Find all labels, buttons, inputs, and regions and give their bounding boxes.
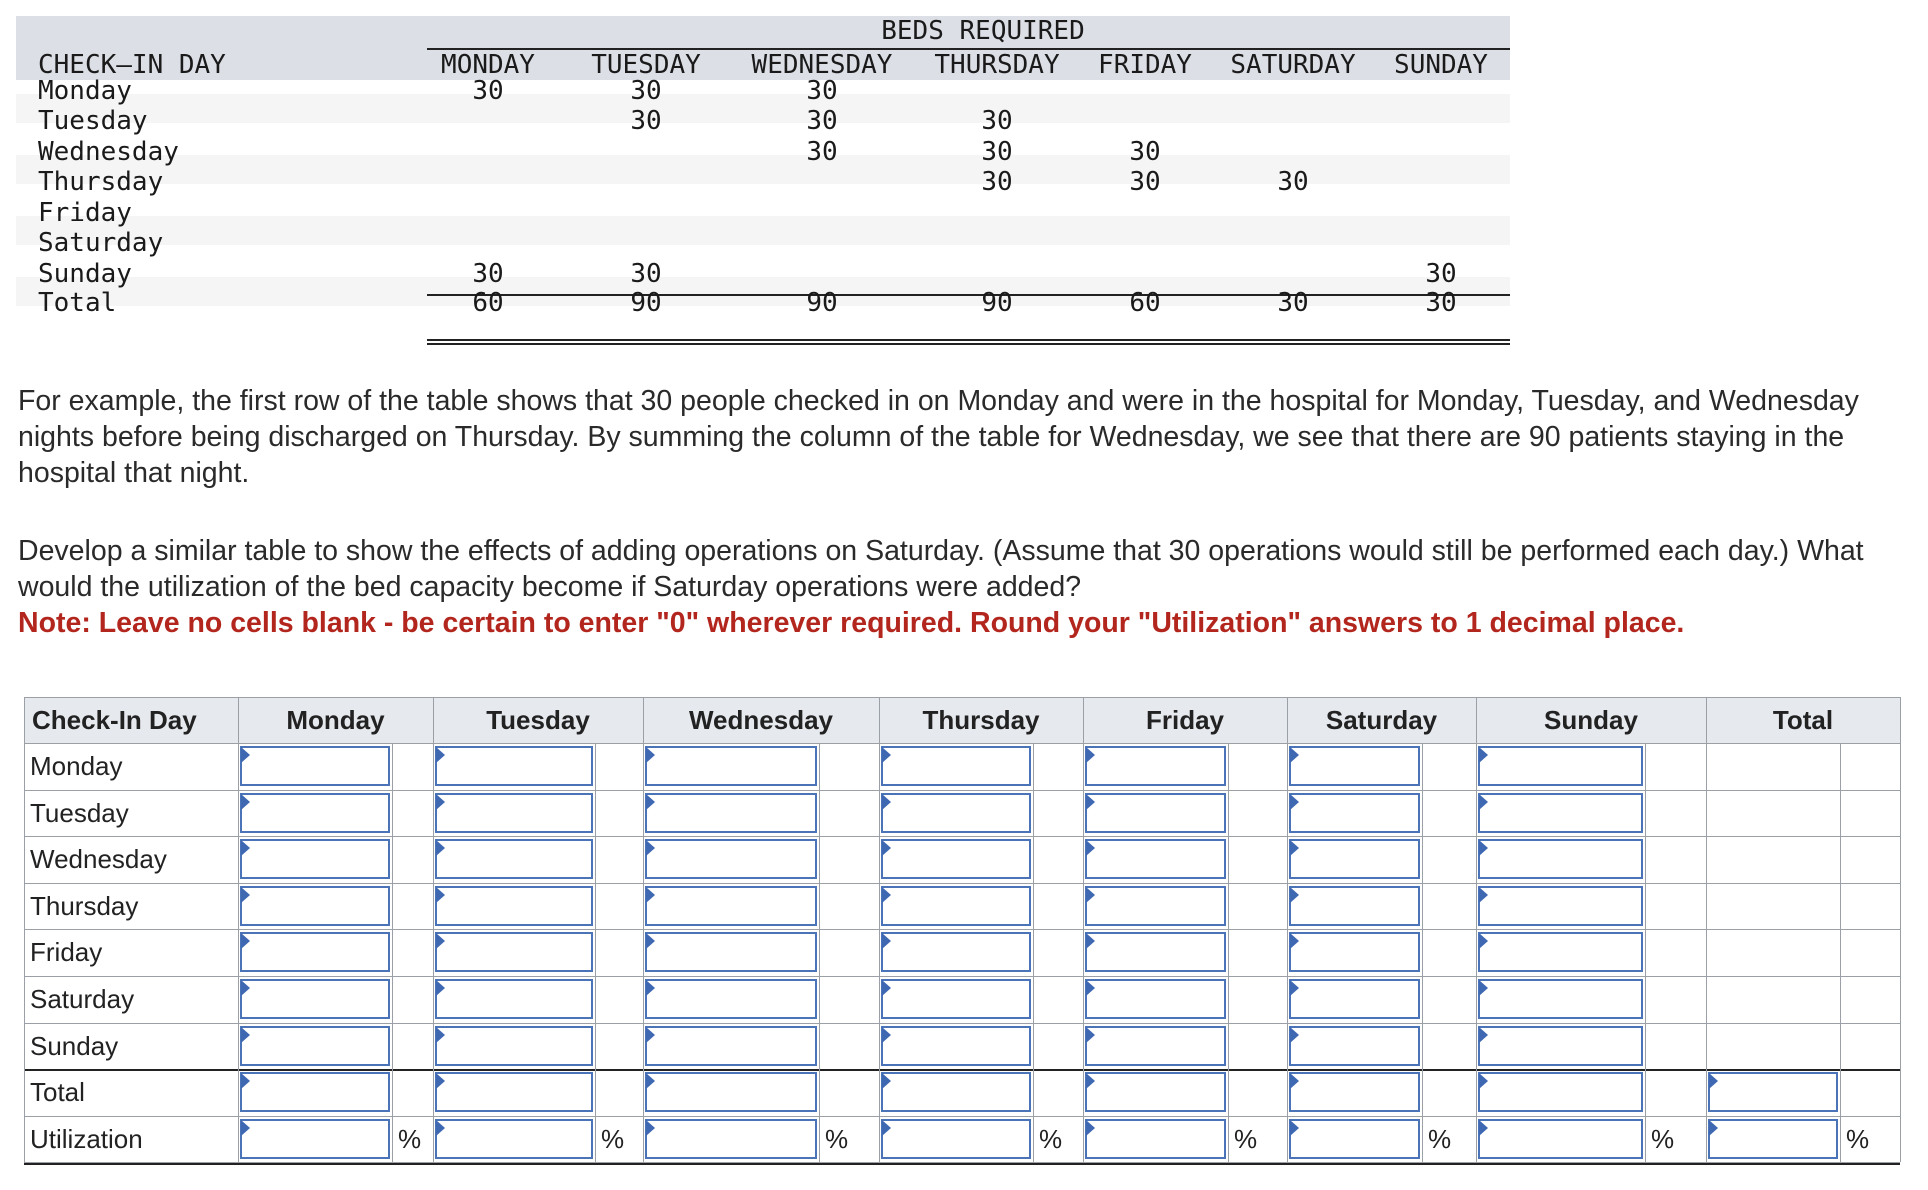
bed-count: 30 bbox=[1425, 259, 1457, 289]
percent-sign: % bbox=[1651, 1123, 1675, 1154]
grid-row-line bbox=[24, 883, 1900, 884]
column-header: Sunday bbox=[1544, 705, 1638, 735]
row-label: Monday bbox=[38, 76, 132, 106]
grid-bottom-line bbox=[24, 1163, 1900, 1165]
grid-row-line bbox=[24, 1069, 1900, 1071]
column-header: Monday bbox=[286, 705, 385, 735]
row-label: Monday bbox=[30, 751, 123, 781]
answer-input[interactable] bbox=[881, 886, 1031, 926]
percent-sign: % bbox=[601, 1123, 625, 1154]
answer-input[interactable] bbox=[1289, 793, 1420, 833]
checkin-day-header: CHECK–IN DAY bbox=[38, 50, 226, 80]
answer-input[interactable] bbox=[240, 979, 390, 1019]
answer-input[interactable] bbox=[435, 793, 593, 833]
bed-count: 30 bbox=[806, 137, 838, 167]
bed-count: 30 bbox=[1277, 167, 1309, 197]
column-header: Saturday bbox=[1325, 705, 1438, 735]
answer-input[interactable] bbox=[881, 793, 1031, 833]
answer-input[interactable] bbox=[435, 746, 593, 786]
day-header: SUNDAY bbox=[1394, 50, 1488, 80]
answer-input[interactable] bbox=[1289, 1119, 1420, 1159]
answer-input[interactable] bbox=[435, 932, 593, 972]
answer-input[interactable] bbox=[1085, 932, 1226, 972]
subcell-line bbox=[819, 743, 820, 1162]
subcell-line bbox=[1645, 743, 1646, 1162]
answer-input[interactable] bbox=[645, 1072, 817, 1112]
row-label: Saturday bbox=[30, 984, 135, 1014]
row-stripe bbox=[16, 216, 1510, 245]
total-value: 90 bbox=[806, 288, 838, 318]
grid-row-line bbox=[24, 743, 1900, 744]
bed-count: 30 bbox=[630, 106, 662, 136]
answer-input[interactable] bbox=[1085, 793, 1226, 833]
total-value: 60 bbox=[1129, 288, 1161, 318]
percent-sign: % bbox=[1039, 1123, 1063, 1154]
answer-input[interactable] bbox=[240, 932, 390, 972]
answer-input[interactable] bbox=[1708, 1119, 1838, 1159]
answer-input[interactable] bbox=[1708, 1072, 1838, 1112]
day-header: FRIDAY bbox=[1098, 50, 1192, 80]
column-header: Thursday bbox=[922, 705, 1040, 735]
day-header: SATURDAY bbox=[1230, 50, 1356, 80]
answer-input[interactable] bbox=[435, 979, 593, 1019]
answer-input[interactable] bbox=[1478, 886, 1643, 926]
answer-input[interactable] bbox=[881, 1026, 1031, 1066]
percent-sign: % bbox=[1846, 1123, 1870, 1154]
answer-input[interactable] bbox=[240, 746, 390, 786]
answer-input[interactable] bbox=[1478, 1026, 1643, 1066]
bed-count: 30 bbox=[630, 259, 662, 289]
answer-input[interactable] bbox=[881, 1072, 1031, 1112]
row-label: Sunday bbox=[30, 1030, 119, 1061]
answer-input[interactable] bbox=[240, 839, 390, 879]
total-bottom-rule bbox=[427, 339, 1510, 341]
percent-sign: % bbox=[398, 1123, 422, 1154]
grid-col-line bbox=[879, 697, 880, 1162]
bed-count: 30 bbox=[981, 137, 1013, 167]
answer-input[interactable] bbox=[435, 1119, 593, 1159]
answer-input[interactable] bbox=[645, 1119, 817, 1159]
answer-input[interactable] bbox=[435, 1072, 593, 1112]
answer-input[interactable] bbox=[1085, 746, 1226, 786]
total-value: 30 bbox=[1425, 288, 1457, 318]
grid-col-line bbox=[433, 697, 434, 1162]
grid-col-line bbox=[24, 697, 25, 1162]
answer-input[interactable] bbox=[1478, 1119, 1643, 1159]
day-header: WEDNESDAY bbox=[751, 50, 893, 80]
answer-input[interactable] bbox=[1289, 1026, 1420, 1066]
answer-input[interactable] bbox=[1289, 932, 1420, 972]
subcell-line bbox=[1033, 743, 1034, 1162]
bed-count: 30 bbox=[806, 76, 838, 106]
answer-input[interactable] bbox=[435, 1026, 593, 1066]
bed-count: 30 bbox=[981, 167, 1013, 197]
grid-col-line bbox=[1476, 697, 1477, 1162]
answer-input[interactable] bbox=[1478, 932, 1643, 972]
bed-count: 30 bbox=[472, 259, 504, 289]
answer-input[interactable] bbox=[1478, 746, 1643, 786]
day-header: TUESDAY bbox=[591, 50, 701, 80]
row-stripe bbox=[16, 94, 1510, 123]
total-value: 90 bbox=[981, 288, 1013, 318]
bed-count: 30 bbox=[981, 106, 1013, 136]
row-label: Tuesday bbox=[30, 797, 129, 828]
column-header: Tuesday bbox=[486, 705, 590, 735]
row-label: Tuesday bbox=[38, 106, 148, 136]
grid-col-line bbox=[1083, 697, 1084, 1162]
note-text: Note: Leave no cells blank - be certain to enter "0" wherever required. Round your "Utilization" answers to 1 decimal place. bbox=[18, 607, 1685, 639]
question-text: Develop a similar table to show the effects of adding operations on Saturday. (Assume that 30 operations would still be performed each day.) What would the utilization of the bed capacity become if Saturday operations were added? bbox=[18, 535, 1864, 603]
percent-sign: % bbox=[1234, 1123, 1258, 1154]
answer-input[interactable] bbox=[645, 979, 817, 1019]
total-value: 90 bbox=[630, 288, 662, 318]
answer-input[interactable] bbox=[645, 793, 817, 833]
grid-row-line bbox=[24, 1023, 1900, 1024]
answer-input[interactable] bbox=[1085, 1119, 1226, 1159]
total-value: 30 bbox=[1277, 288, 1309, 318]
answer-input[interactable] bbox=[240, 886, 390, 926]
total-bottom-rule-2 bbox=[427, 343, 1510, 345]
bed-count: 30 bbox=[1129, 137, 1161, 167]
subcell-line bbox=[1422, 743, 1423, 1162]
percent-sign: % bbox=[1428, 1123, 1452, 1154]
answer-input[interactable] bbox=[1085, 886, 1226, 926]
answer-input[interactable] bbox=[1478, 1072, 1643, 1112]
row-label: Friday bbox=[38, 198, 132, 228]
grid-row-line bbox=[24, 1116, 1900, 1117]
answer-input[interactable] bbox=[1478, 979, 1643, 1019]
grid-row-line bbox=[24, 790, 1900, 791]
row-label: Utilization bbox=[30, 1123, 143, 1154]
answer-input[interactable] bbox=[881, 1119, 1031, 1159]
row-label: Total bbox=[30, 1077, 85, 1108]
instructions-paragraph bbox=[18, 533, 1908, 641]
bed-count: 30 bbox=[630, 76, 662, 106]
subcell-line bbox=[1840, 743, 1841, 1162]
answer-input[interactable] bbox=[645, 746, 817, 786]
grid-col-line bbox=[1706, 697, 1707, 1162]
answer-table bbox=[24, 697, 1900, 1162]
answer-input[interactable] bbox=[1478, 839, 1643, 879]
total-label: Total bbox=[38, 288, 117, 318]
answer-input[interactable] bbox=[240, 793, 390, 833]
answer-input[interactable] bbox=[435, 886, 593, 926]
grid-col-line bbox=[238, 697, 239, 1162]
day-header: MONDAY bbox=[441, 50, 535, 80]
total-top-rule bbox=[427, 294, 1510, 296]
grid-col-line bbox=[1287, 697, 1288, 1162]
column-header: Check-In Day bbox=[32, 705, 197, 735]
answer-input[interactable] bbox=[240, 1072, 390, 1112]
row-label: Thursday bbox=[30, 890, 139, 921]
answer-input[interactable] bbox=[1289, 746, 1420, 786]
grid-row-line bbox=[24, 929, 1900, 930]
bed-count: 30 bbox=[806, 106, 838, 136]
grid-col-line bbox=[1900, 697, 1901, 1162]
answer-input[interactable] bbox=[1289, 886, 1420, 926]
row-label: Saturday bbox=[38, 228, 164, 258]
answer-input[interactable] bbox=[645, 932, 817, 972]
answer-input[interactable] bbox=[1289, 1072, 1420, 1112]
answer-input[interactable] bbox=[1289, 979, 1420, 1019]
row-label: Wednesday bbox=[30, 844, 167, 875]
grid-top-line bbox=[24, 697, 1900, 698]
column-header: Friday bbox=[1145, 705, 1225, 735]
subcell-line bbox=[595, 743, 596, 1162]
answer-input[interactable] bbox=[881, 932, 1031, 972]
day-header: THURSDAY bbox=[934, 50, 1060, 80]
answer-input[interactable] bbox=[881, 839, 1031, 879]
column-header: Wednesday bbox=[688, 705, 833, 735]
answer-input[interactable] bbox=[1085, 839, 1226, 879]
subcell-line bbox=[1228, 743, 1229, 1162]
example-paragraph: For example, the first row of the table shows that 30 people checked in on Monday and were in the hospital for Monday, Tuesday, and Wednesday nights before being discharged on Thursday. By summing the column of the table for Wednesday, we see that there are 90 patients staying in the hospital that night. bbox=[18, 385, 1859, 489]
row-label: Thursday bbox=[38, 167, 164, 197]
answer-input[interactable] bbox=[1085, 979, 1226, 1019]
row-label: Wednesday bbox=[38, 137, 179, 167]
percent-sign: % bbox=[825, 1123, 849, 1154]
answer-input[interactable] bbox=[1085, 1026, 1226, 1066]
grid-row-line bbox=[24, 836, 1900, 837]
bed-count: 30 bbox=[472, 76, 504, 106]
answer-input[interactable] bbox=[1085, 1072, 1226, 1112]
grid-row-line bbox=[24, 976, 1900, 977]
total-value: 60 bbox=[472, 288, 504, 318]
subcell-line bbox=[392, 743, 393, 1162]
row-label: Sunday bbox=[38, 259, 132, 289]
answer-input[interactable] bbox=[881, 746, 1031, 786]
answer-input[interactable] bbox=[240, 1026, 390, 1066]
column-header: Total bbox=[1772, 705, 1834, 735]
bed-count: 30 bbox=[1129, 167, 1161, 197]
answer-input[interactable] bbox=[645, 839, 817, 879]
answer-input[interactable] bbox=[645, 886, 817, 926]
answer-input[interactable] bbox=[1478, 793, 1643, 833]
answer-input[interactable] bbox=[240, 1119, 390, 1159]
answer-input[interactable] bbox=[435, 839, 593, 879]
answer-input[interactable] bbox=[881, 979, 1031, 1019]
beds-required-title: BEDS REQUIRED bbox=[881, 16, 1085, 46]
answer-input[interactable] bbox=[1289, 839, 1420, 879]
row-label: Friday bbox=[30, 937, 103, 968]
answer-input[interactable] bbox=[645, 1026, 817, 1066]
grid-col-line bbox=[643, 697, 644, 1162]
